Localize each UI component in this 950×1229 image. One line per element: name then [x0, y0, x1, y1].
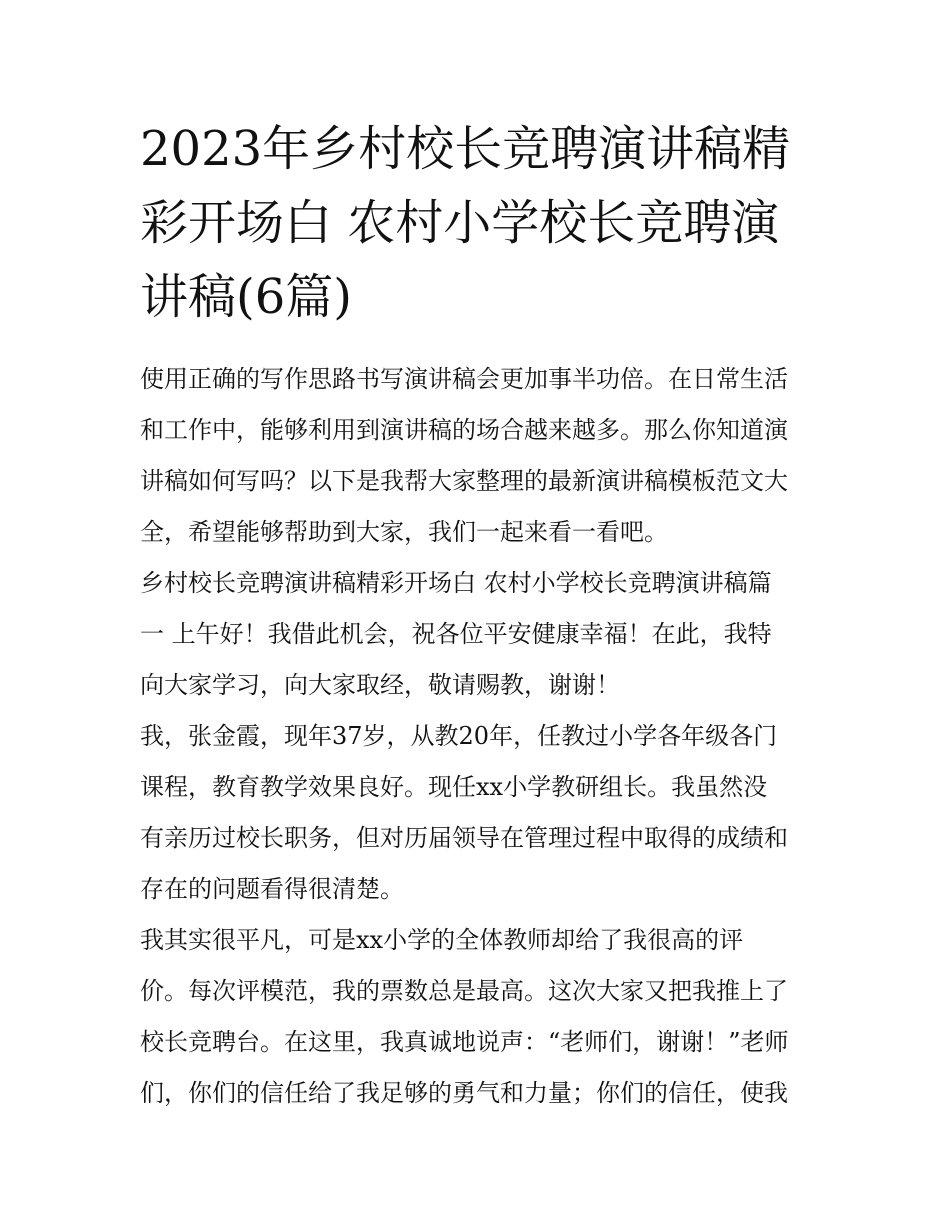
body-line: 校长竞聘台。在这里，我真诚地说声：“老师们，谢谢！”老师	[140, 1028, 789, 1056]
body-line: 向大家学习，向大家取经，敬请赐教，谢谢！	[140, 671, 620, 699]
body-line: 价。每次评模范，我的票数总是最高。这次大家又把我推上了	[140, 977, 788, 1005]
body-line: 讲稿如何写吗？以下是我帮大家整理的最新演讲稿模板范文大	[140, 467, 788, 495]
document-title	[140, 112, 820, 334]
body-line: 和工作中，能够利用到演讲稿的场合越来越多。那么你知道演	[140, 416, 788, 444]
title-line-2: 彩开场白 农村小学校长竞聘演	[140, 195, 780, 251]
document-body	[140, 354, 820, 1119]
title-line-1: 2023年乡村校长竞聘演讲稿精	[140, 121, 791, 177]
body-line: 我其实很平凡，可是xx小学的全体教师却给了我很高的评	[140, 926, 744, 954]
body-line: 存在的问题看得很清楚。	[140, 875, 404, 903]
body-line: 使用正确的写作思路书写演讲稿会更加事半功倍。在日常生活	[140, 365, 788, 393]
body-line: 我，张金霞，现年37岁，从教20年，任教过小学各年级各门	[140, 722, 778, 750]
body-line: 全，希望能够帮助到大家，我们一起来看一看吧。	[140, 518, 668, 546]
body-line: 有亲历过校长职务，但对历届领导在管理过程中取得的成绩和	[140, 824, 788, 852]
body-line: 一 上午好！我借此机会，祝各位平安健康幸福！在此，我特	[140, 620, 772, 648]
body-line: 乡村校长竞聘演讲稿精彩开场白 农村小学校长竞聘演讲稿篇	[140, 569, 772, 597]
body-line: 们，你们的信任给了我足够的勇气和力量；你们的信任，使我	[140, 1079, 788, 1107]
title-line-3: 讲稿(6篇)	[140, 269, 352, 325]
body-line: 课程，教育教学效果良好。现任xx小学教研组长。我虽然没	[140, 773, 768, 801]
